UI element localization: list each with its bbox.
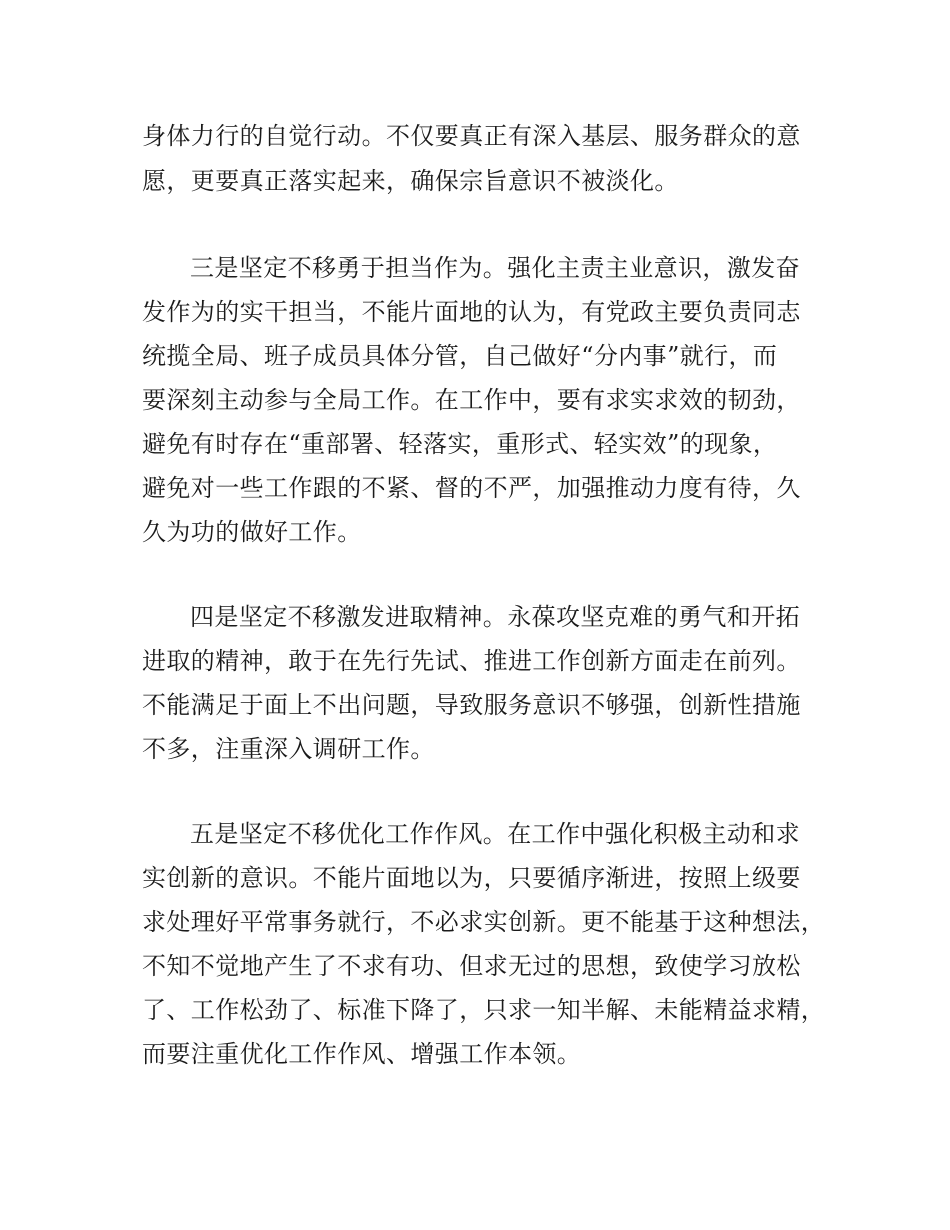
paragraph-three-line-3: 统揽全局、班子成员具体分管，自己做好“分内事”就行，而	[142, 342, 778, 370]
paragraph-three-line-4: 要深刻主动参与全局工作。在工作中，要有求实求效的韧劲，	[142, 386, 801, 414]
paragraph-three-line-7: 久为功的做好工作。	[142, 518, 362, 546]
paragraph-three-line-1: 三是坚定不移勇于担当作为。强化主责主业意识，激发奋	[190, 254, 800, 282]
paragraph-four-line-2: 进取的精神，敢于在先行先试、推进工作创新方面走在前列。	[142, 647, 801, 675]
paragraph-four-line-4: 不多，注重深入调研工作。	[142, 735, 435, 763]
paragraph-four-line-3: 不能满足于面上不出问题，导致服务意识不够强，创新性措施	[142, 691, 801, 719]
paragraph-five-line-5: 了、工作松劲了、标准下降了，只求一知半解、未能精益求精，	[142, 996, 826, 1024]
paragraph-five-line-6: 而要注重优化工作作风、增强工作本领。	[142, 1040, 582, 1068]
paragraph-five-line-2: 实创新的意识。不能片面地以为，只要循序渐进，按照上级要	[142, 864, 801, 892]
paragraph-continuation-line-2: 愿，更要真正落实起来，确保宗旨意识不被淡化。	[142, 167, 679, 195]
paragraph-three-line-6: 避免对一些工作跟的不紧、督的不严，加强推动力度有待，久	[142, 474, 801, 502]
paragraph-four-line-1: 四是坚定不移激发进取精神。永葆攻坚克难的勇气和开拓	[190, 603, 800, 631]
paragraph-three-line-5: 避免有时存在“重部署、轻落实，重形式、轻实效”的现象，	[142, 430, 778, 458]
paragraph-continuation-line-1: 身体力行的自觉行动。不仅要真正有深入基层、服务群众的意	[142, 122, 801, 150]
paragraph-three-line-2: 发作为的实干担当，不能片面地的认为，有党政主要负责同志	[142, 298, 801, 326]
paragraph-five-line-1: 五是坚定不移优化工作作风。在工作中强化积极主动和求	[190, 820, 800, 848]
paragraph-five-line-4: 不知不觉地产生了不求有功、但求无过的思想，致使学习放松	[142, 952, 801, 980]
paragraph-five-line-3: 求处理好平常事务就行，不必求实创新。更不能基于这种想法，	[142, 908, 826, 936]
